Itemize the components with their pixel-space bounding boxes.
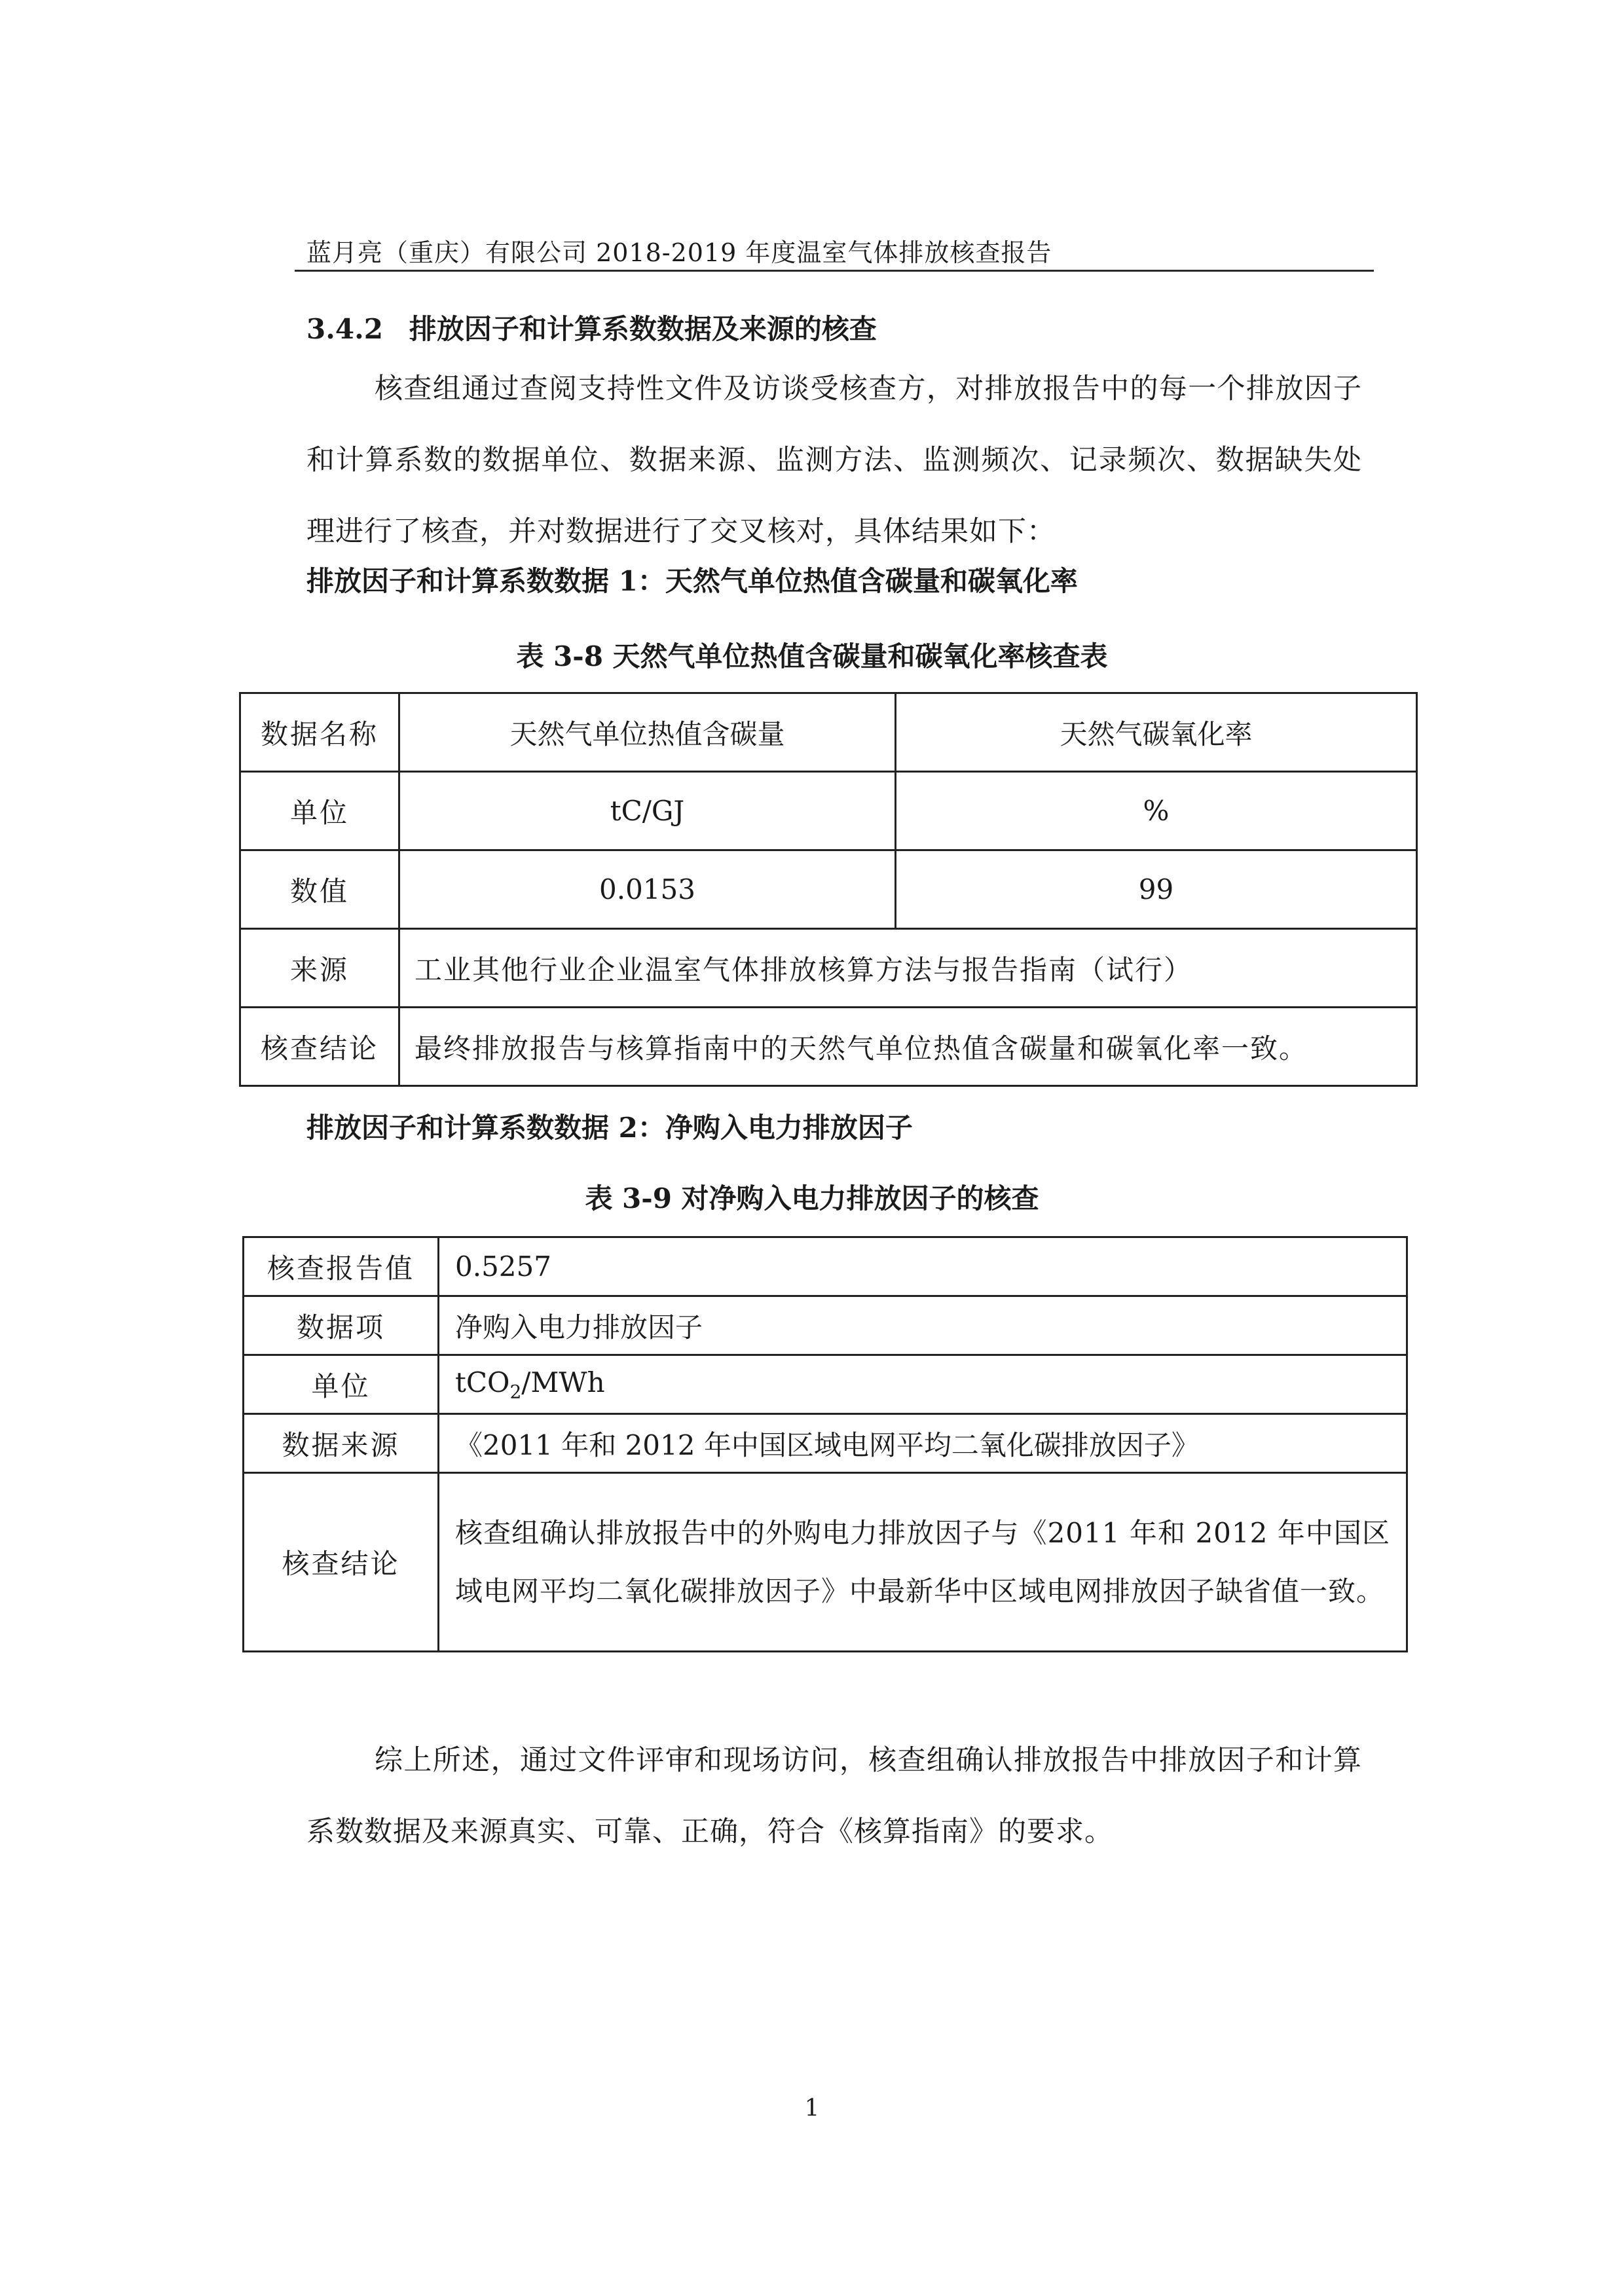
table-3-9: [242, 1236, 1408, 1652]
table-cell-label: 数据项: [244, 1296, 439, 1355]
section-number: 3.4.2: [306, 313, 383, 345]
table-cell: 工业其他行业企业温室气体排放核算方法与报告指南（试行）: [399, 929, 1417, 1008]
table-cell-label: 单位: [240, 772, 399, 850]
table-cell: 最终排放报告与核算指南中的天然气单位热值含碳量和碳氧化率一致。: [399, 1008, 1417, 1086]
unit-prefix: tCO: [455, 1366, 510, 1398]
table-cell-label: 核查结论: [244, 1473, 439, 1652]
table-3-8: [239, 692, 1418, 1087]
table-cell: [439, 1355, 1407, 1414]
page-number: 1: [804, 2095, 820, 2122]
summary-paragraph: 综上所述，通过文件评审和现场访问，核查组确认排放报告中排放因子和计算系数数据及来源真实、可靠、正确，符合《核算指南》的要求。: [306, 1744, 1362, 1848]
table-3-8-caption: 表 3-8 天然气单位热值含碳量和碳氧化率核查表: [516, 640, 1108, 672]
header-divider: [295, 270, 1374, 272]
unit-subscript: 2: [509, 1381, 522, 1403]
table-cell: 天然气单位热值含碳量: [399, 693, 896, 772]
table-cell-label: 单位: [244, 1355, 439, 1414]
table-row: [244, 1355, 1407, 1414]
table-row: [240, 929, 1417, 1008]
table-cell: 0.5257: [439, 1237, 1407, 1296]
table-row: [244, 1296, 1407, 1355]
table-row: [240, 772, 1417, 850]
table-3-9-caption: 表 3-9 对净购入电力排放因子的核查: [585, 1182, 1039, 1214]
table-cell-label: 数据来源: [244, 1414, 439, 1473]
table-cell-label: 数据名称: [240, 693, 399, 772]
running-header: 蓝月亮（重庆）有限公司 2018-2019 年度温室气体排放核查报告: [306, 238, 1052, 267]
table-cell-label: 核查结论: [240, 1008, 399, 1086]
table-cell-label: 核查报告值: [244, 1237, 439, 1296]
table-row: [240, 1008, 1417, 1086]
data2-heading: 排放因子和计算系数数据 2：净购入电力排放因子: [306, 1112, 913, 1144]
table-cell: tC/GJ: [399, 772, 896, 850]
table-cell: %: [896, 772, 1417, 850]
table-row: [244, 1414, 1407, 1473]
table-cell: 《2011 年和 2012 年中国区域电网平均二氧化碳排放因子》: [439, 1414, 1407, 1473]
data1-heading: 排放因子和计算系数数据 1：天然气单位热值含碳量和碳氧化率: [306, 565, 1078, 597]
table-cell-label: 来源: [240, 929, 399, 1008]
intro-paragraph: 核查组通过查阅支持性文件及访谈受核查方，对排放报告中的每一个排放因子和计算系数的数据单位、数据来源、监测方法、监测频次、记录频次、数据缺失处理进行了核查，并对数据进行了交叉核对，具体结果如下：: [306, 373, 1362, 548]
table-cell: 99: [896, 850, 1417, 929]
table-row: [240, 850, 1417, 929]
section-title: 排放因子和计算系数数据及来源的核查: [409, 313, 877, 345]
table-row: [244, 1473, 1407, 1652]
unit-suffix: /MWh: [521, 1366, 605, 1398]
table-cell-label: 数值: [240, 850, 399, 929]
table-cell: 天然气碳氧化率: [896, 693, 1417, 772]
table-row: [240, 693, 1417, 772]
table-cell: 0.0153: [399, 850, 896, 929]
table-cell: 核查组确认排放报告中的外购电力排放因子与《2011 年和 2012 年中国区域电网平均二氧化碳排放因子》中最新华中区域电网排放因子缺省值一致。: [439, 1473, 1407, 1652]
section-heading: [306, 308, 877, 347]
table-row: [244, 1237, 1407, 1296]
table-cell: 净购入电力排放因子: [439, 1296, 1407, 1355]
